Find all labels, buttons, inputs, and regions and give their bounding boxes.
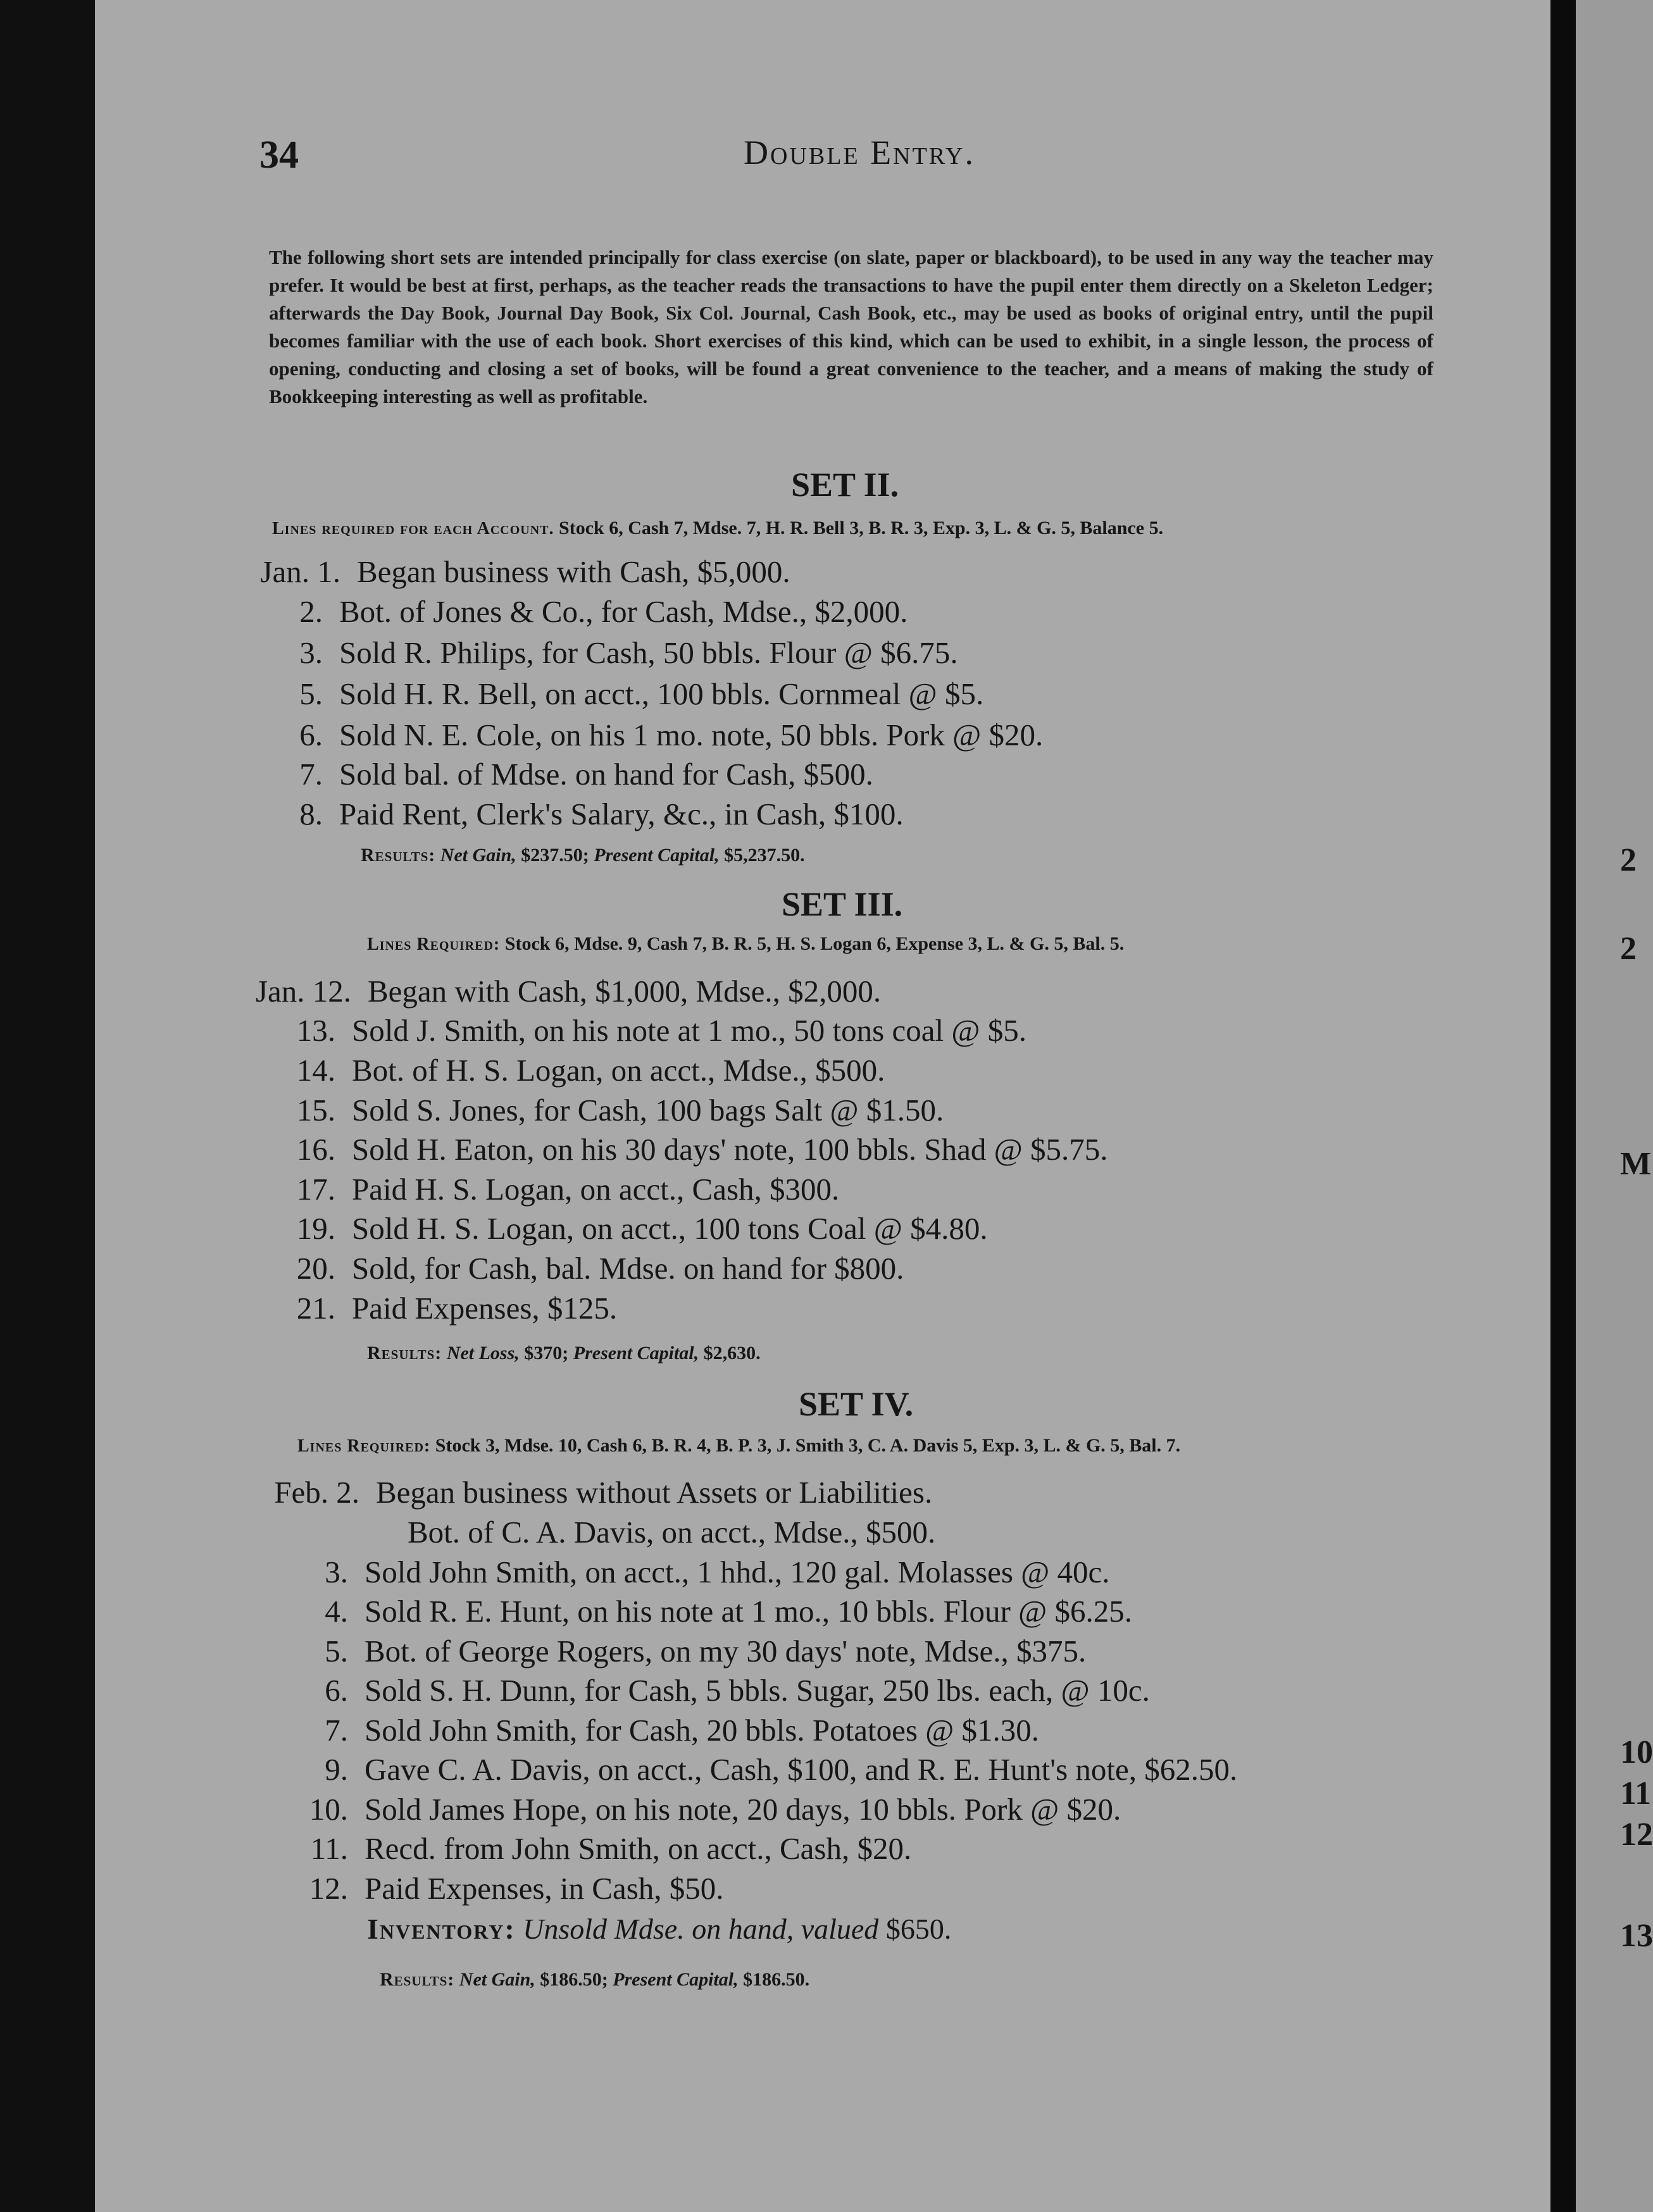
entry-date: 2.: [299, 594, 323, 629]
entry-text: Sold John Smith, for Cash, 20 bbls. Potatoes @ $1.30.: [365, 1713, 1040, 1748]
adjacent-fragment: 10: [1620, 1734, 1653, 1770]
entry-text: Began business with Cash, $5,000.: [357, 554, 790, 589]
set4-entry: [278, 1870, 724, 1906]
set4-entry: [278, 1712, 1039, 1748]
set3-title: SET III.: [782, 885, 903, 923]
set4-results: Results: Net Gain, $186.50; Present Capital, $186.50.: [380, 1969, 810, 1990]
adjacent-fragment: 13: [1620, 1918, 1653, 1954]
entry-text: Sold R. E. Hunt, on his note at 1 mo., 10 bbls. Flour @ $6.25.: [365, 1594, 1132, 1629]
entry-text: Paid Rent, Clerk's Salary, &c., in Cash, $100.: [339, 797, 904, 831]
set4-entry: [190, 1474, 932, 1510]
set3-entry: [266, 1052, 885, 1088]
set3-entry: [266, 1250, 904, 1286]
capital-value: $2,630.: [703, 1343, 761, 1364]
entry-date: 7.: [325, 1713, 348, 1748]
net-loss-value: $370: [524, 1343, 563, 1364]
lines-required-label: Lines required for each Account.: [272, 519, 554, 538]
set3-entry: [190, 973, 881, 1009]
inventory-label: Inventory:: [367, 1913, 516, 1945]
entry-text: Sold S. H. Dunn, for Cash, 5 bbls. Sugar, 250 lbs. each, @ 10c.: [365, 1673, 1150, 1708]
set2-entry: [253, 717, 1043, 753]
entry-text: Sold H. Eaton, on his 30 days' note, 100 bbls. Shad @ $5.75.: [352, 1132, 1108, 1167]
inventory-text: Unsold Mdse. on hand, valued: [523, 1913, 879, 1945]
lines-required-label: Lines Required:: [367, 935, 501, 954]
set3-entry: [266, 1131, 1108, 1167]
page-number: 34: [259, 134, 299, 177]
net-gain-label: Net Gain,: [440, 845, 516, 866]
entry-date: 8.: [299, 797, 323, 831]
net-loss-label: Net Loss,: [446, 1343, 520, 1364]
lines-required-text: Stock 6, Mdse. 9, Cash 7, B. R. 5, H. S. Logan 6, Expense 3, L. & G. 5, Bal. 5.: [504, 933, 1125, 954]
entry-date: 19.: [296, 1211, 335, 1246]
set2-entry: [253, 593, 908, 630]
set4-entry: [278, 1751, 1237, 1787]
entry-text: Bot. of Jones & Co., for Cash, Mdse., $2,000.: [339, 594, 908, 629]
entry-date: Feb. 2.: [274, 1475, 359, 1510]
entry-date: 12.: [309, 1871, 348, 1906]
entry-date: 5.: [299, 676, 323, 711]
entry-text: Began with Cash, $1,000, Mdse., $2,000.: [368, 974, 882, 1009]
net-gain-value: $186.50: [540, 1969, 602, 1990]
set4-entry: [278, 1593, 1132, 1629]
entry-text: Sold N. E. Cole, on his 1 mo. note, 50 bbls. Pork @ $20.: [339, 718, 1044, 752]
entry-text: Paid H. S. Logan, on acct., Cash, $300.: [352, 1172, 840, 1207]
entry-text: Began business without Assets or Liabilities.: [376, 1475, 933, 1510]
capital-label: Present Capital,: [613, 1969, 739, 1990]
net-gain-label: Net Gain,: [459, 1969, 535, 1990]
entry-text: Paid Expenses, in Cash, $50.: [365, 1871, 724, 1906]
entry-date: 7.: [299, 757, 323, 792]
entry-text: Sold bal. of Mdse. on hand for Cash, $500.: [339, 757, 873, 792]
entry-text: Sold James Hope, on his note, 20 days, 10 bbls. Pork @ $20.: [365, 1792, 1121, 1827]
set4-entry: [408, 1514, 935, 1550]
capital-label: Present Capital,: [594, 845, 720, 866]
entry-text: Sold H. R. Bell, on acct., 100 bbls. Cornmeal @ $5.: [339, 676, 984, 711]
capital-label: Present Capital,: [573, 1343, 699, 1364]
results-label: Results:: [380, 1969, 455, 1990]
set3-entry: [266, 1012, 1026, 1048]
set3-results: Results: Net Loss, $370; Present Capital, $2,630.: [367, 1343, 761, 1364]
entry-date: Jan. 1.: [260, 554, 340, 589]
lines-required-text: Stock 6, Cash 7, Mdse. 7, H. R. Bell 3, B. R. 3, Exp. 3, L. & G. 5, Balance 5.: [559, 518, 1164, 538]
entry-date: 13.: [296, 1013, 335, 1048]
set3-entry: [266, 1092, 944, 1128]
entry-date: 5.: [325, 1634, 348, 1668]
entry-date: 10.: [309, 1792, 348, 1827]
entry-date: 14.: [296, 1053, 335, 1088]
entry-text: Bot. of H. S. Logan, on acct., Mdse., $500.: [352, 1053, 885, 1088]
set2-entry: [253, 796, 904, 832]
entry-text: Paid Expenses, $125.: [352, 1291, 618, 1326]
set4-lines-required: [297, 1435, 1180, 1457]
scan-gutter: [1550, 0, 1576, 2212]
page-title: Double Entry.: [744, 134, 975, 171]
set3-entry: [266, 1210, 988, 1246]
entry-text: Bot. of George Rogers, on my 30 days' note, Mdse., $375.: [365, 1634, 1087, 1668]
set4-inventory: [367, 1912, 951, 1946]
entry-date: 6.: [325, 1673, 348, 1708]
adjacent-fragment: 2: [1620, 842, 1637, 878]
entry-date: 20.: [296, 1251, 335, 1286]
set2-lines-required: [272, 518, 1163, 539]
intro-paragraph: The following short sets are intended principally for class exercise (on slate, paper or blackboard), to be used in any way the teacher may prefer. It would be best at first, perhaps, as the teacher reads the transactions to have the pupil enter them directly on a Skeleton Ledger; afterwards the Day Book, Journal Day Book, Six Col. Journal, Cash Book, etc., may be used as books of original entry, until the pupil becomes familiar with the use of each book. Short exercises of this kind, which can be used to exhibit, in a single lesson, the process of opening, conducting and closing a set of books, will be found a great convenience to the teacher, and a means of making the study of Bookkeeping interesting as well as profitable.: [269, 246, 1433, 407]
net-gain-value: $237.50: [521, 845, 583, 866]
set3-entry: [266, 1290, 617, 1326]
set2-title: SET II.: [791, 466, 899, 504]
set3-lines-required: [367, 933, 1124, 955]
set2-entry: [253, 676, 983, 712]
set2-entry: [253, 635, 958, 671]
entry-date: 17.: [296, 1172, 335, 1207]
entry-date: Jan. 12.: [255, 974, 351, 1009]
entry-text: Sold John Smith, on acct., 1 hhd., 120 gal. Molasses @ 40c.: [365, 1555, 1110, 1589]
inventory-value: $650.: [885, 1913, 952, 1945]
entry-date: 15.: [296, 1093, 335, 1128]
entry-text: Bot. of C. A. Davis, on acct., Mdse., $500.: [408, 1515, 936, 1550]
set2-entry: [253, 756, 873, 792]
entry-date: 11.: [310, 1831, 348, 1866]
entry-text: Sold J. Smith, on his note at 1 mo., 50 tons coal @ $5.: [352, 1013, 1026, 1048]
entry-text: Sold, for Cash, bal. Mdse. on hand for $800.: [352, 1251, 904, 1286]
adjacent-page-strip: [1576, 0, 1653, 2212]
results-label: Results:: [361, 845, 436, 866]
entry-text: Gave C. A. Davis, on acct., Cash, $100, and R. E. Hunt's note, $62.50.: [365, 1752, 1238, 1787]
results-label: Results:: [367, 1343, 442, 1364]
entry-date: 21.: [296, 1291, 335, 1326]
entry-text: Sold R. Philips, for Cash, 50 bbls. Flour @ $6.75.: [339, 635, 958, 670]
set4-entry: [278, 1672, 1150, 1708]
capital-value: $5,237.50.: [724, 845, 805, 866]
set2-results: Results: Net Gain, $237.50; Present Capital, $5,237.50.: [361, 845, 805, 866]
lines-required-label: Lines Required:: [297, 1436, 431, 1456]
adjacent-fragment: 11: [1620, 1775, 1652, 1811]
set4-entry: [278, 1633, 1086, 1669]
set3-entry: [266, 1171, 839, 1207]
adjacent-fragment: M: [1620, 1146, 1652, 1182]
set2-entry: [190, 554, 790, 590]
set4-entry: [278, 1791, 1121, 1827]
entry-text: Sold S. Jones, for Cash, 100 bags Salt @ $1.50.: [352, 1093, 944, 1128]
set4-entry: [278, 1830, 911, 1867]
set4-entry: [278, 1554, 1110, 1590]
entry-date: 3.: [299, 635, 323, 670]
entry-date: 16.: [296, 1132, 335, 1167]
adjacent-fragment: 12: [1620, 1817, 1653, 1853]
entry-date: 4.: [325, 1594, 348, 1629]
entry-date: 6.: [299, 718, 323, 752]
entry-text: Recd. from John Smith, on acct., Cash, $20.: [365, 1831, 912, 1866]
lines-required-text: Stock 3, Mdse. 10, Cash 6, B. R. 4, B. P. 3, J. Smith 3, C. A. Davis 5, Exp. 3, L. & G. 5, Bal. 7.: [435, 1435, 1181, 1456]
adjacent-fragment: 2: [1620, 931, 1637, 967]
entry-text: Sold H. S. Logan, on acct., 100 tons Coal @ $4.80.: [352, 1211, 988, 1246]
entry-date: 9.: [325, 1752, 348, 1787]
capital-value: $186.50.: [743, 1969, 810, 1990]
entry-date: 3.: [325, 1555, 348, 1589]
set4-title: SET IV.: [799, 1385, 914, 1423]
